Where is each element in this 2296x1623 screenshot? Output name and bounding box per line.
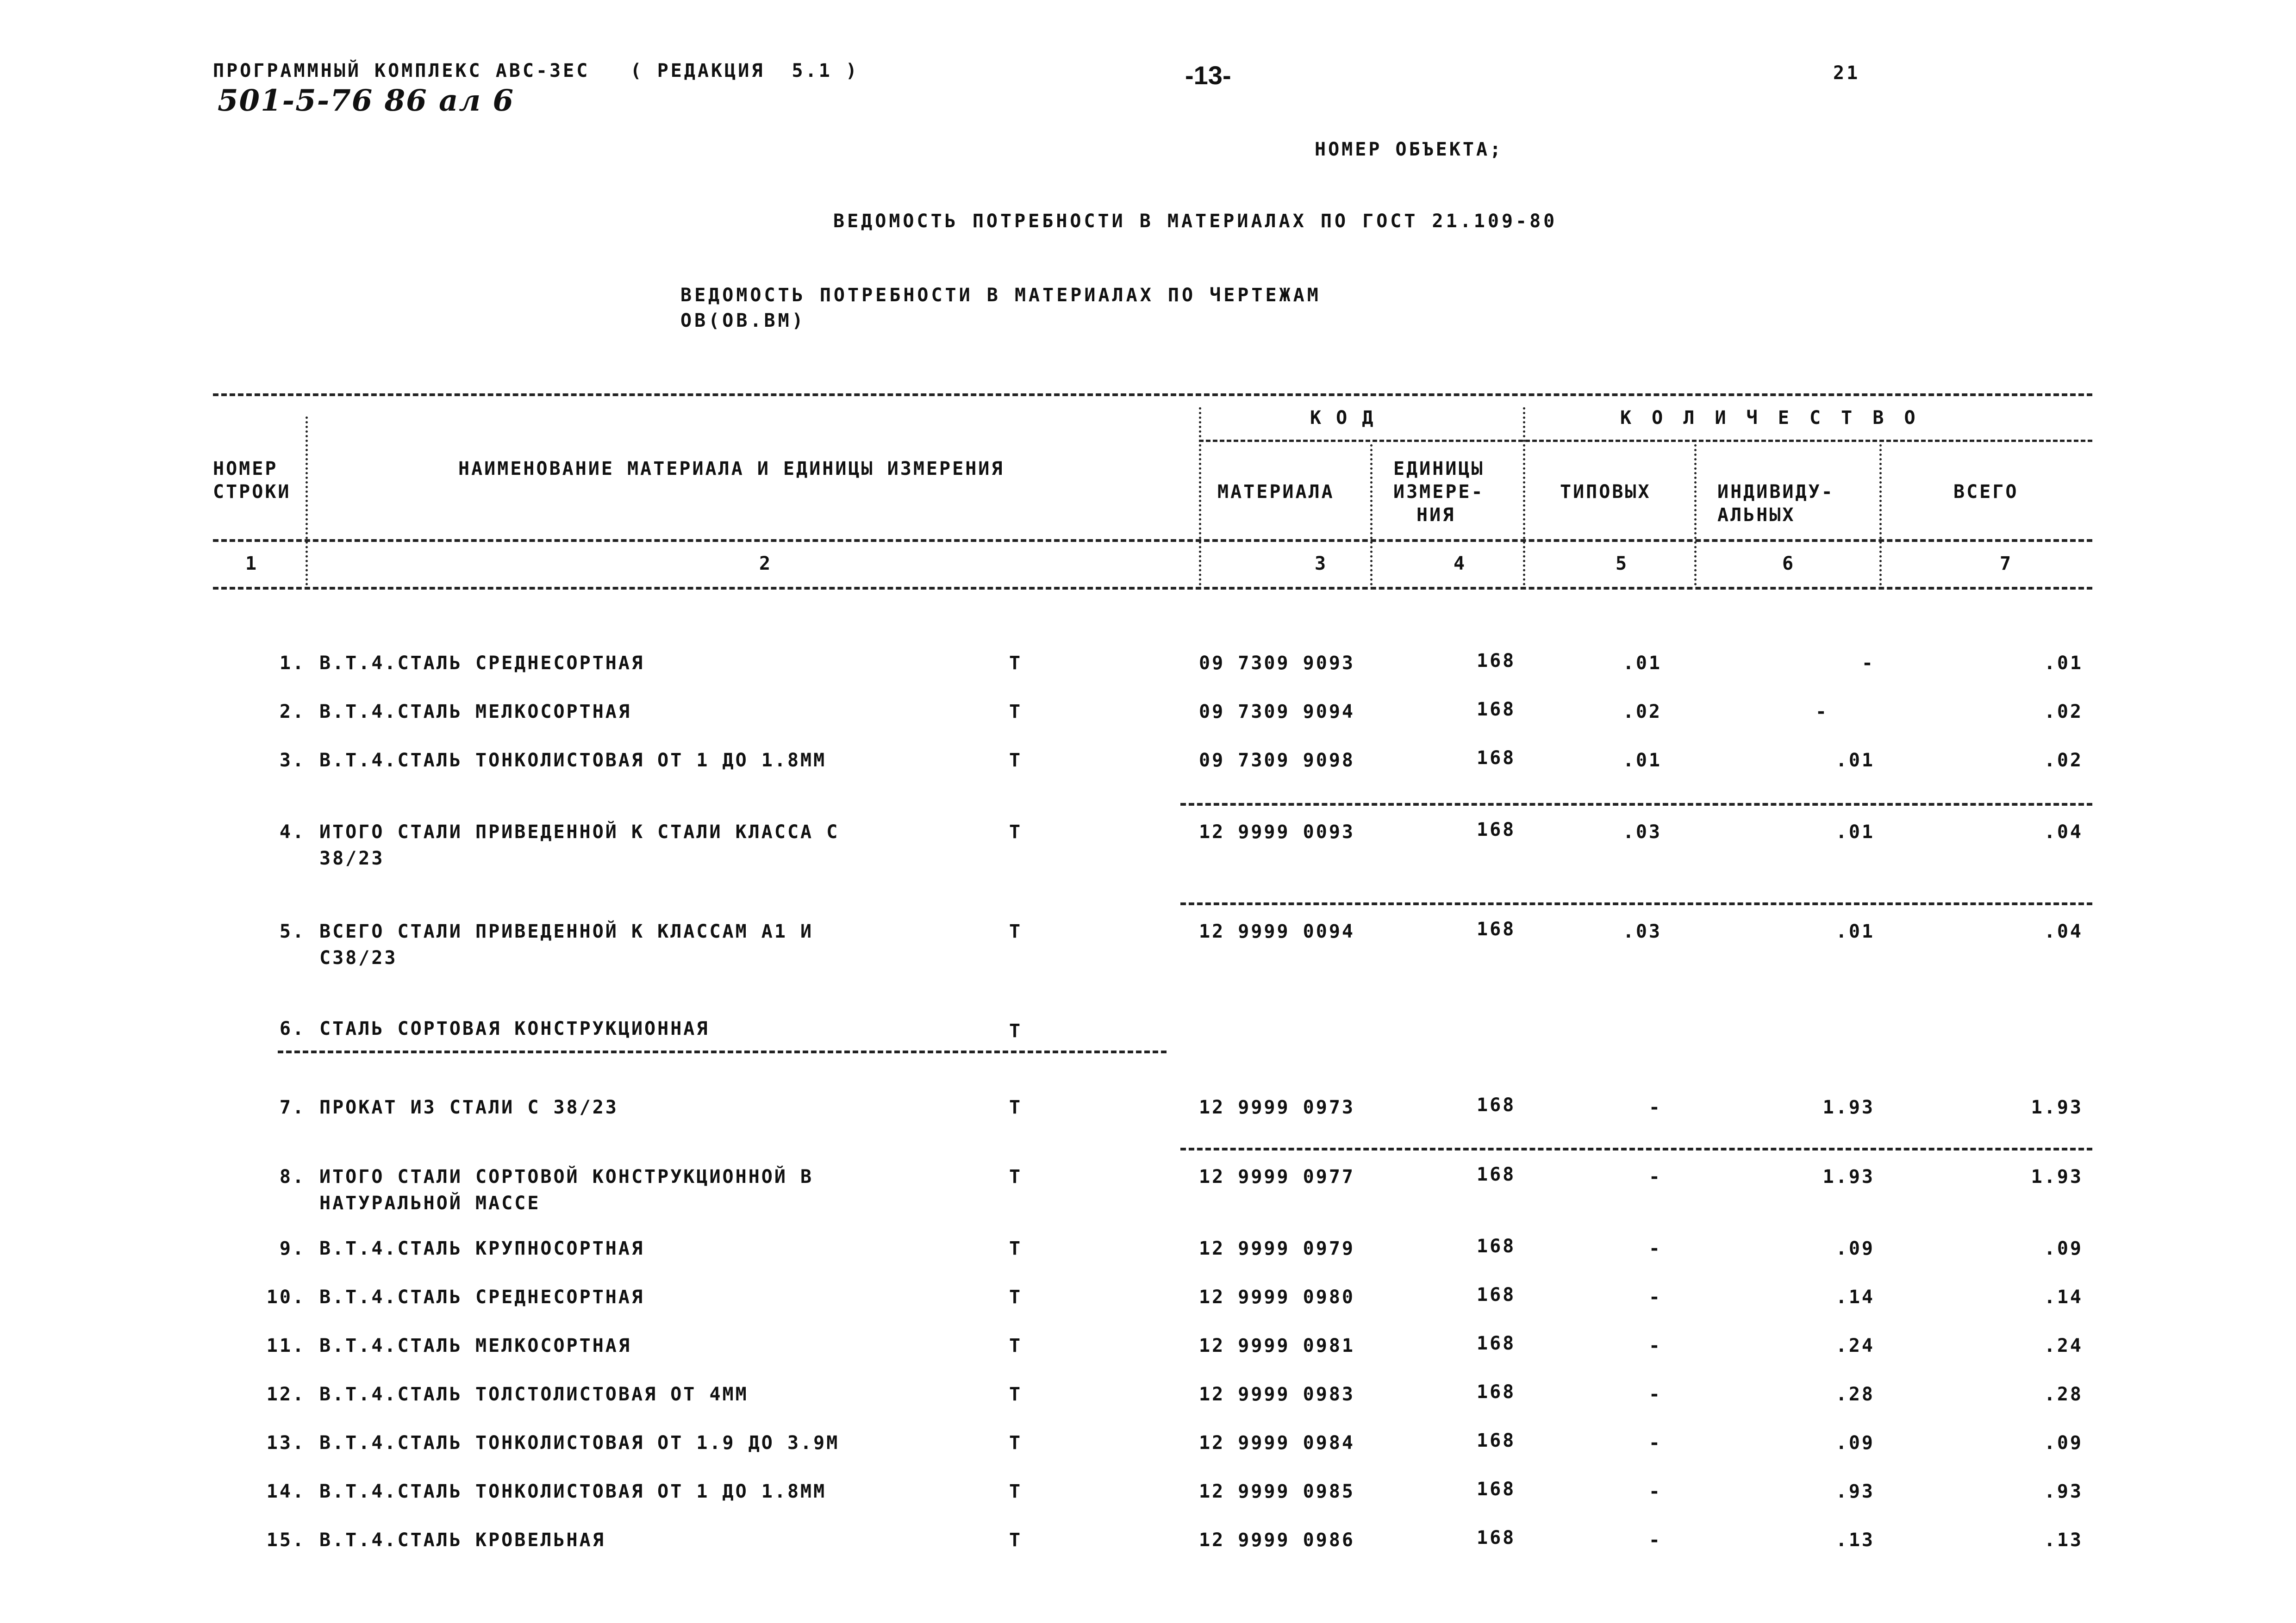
row-typical: .01 bbox=[1622, 653, 1662, 674]
col-number: 7 bbox=[2000, 553, 2013, 574]
handwritten-code: 501-5-76 86 ал 6 bbox=[218, 83, 515, 118]
row-unit: Т bbox=[1009, 1238, 1023, 1259]
row-individual: .09 bbox=[1835, 1432, 1875, 1454]
row-unit: Т bbox=[1009, 750, 1023, 771]
header-material: МАТЕРИАЛА bbox=[1217, 481, 1335, 503]
object-number-label: НОМЕР ОБЪЕКТА; bbox=[1315, 139, 1504, 160]
header-divider bbox=[1879, 444, 1882, 585]
row-number: 12. bbox=[266, 1384, 306, 1405]
row-typical: .03 bbox=[1622, 921, 1662, 942]
row-unit-code: 168 bbox=[1477, 1284, 1516, 1306]
row-typical: - bbox=[1648, 1097, 1662, 1118]
row-total: .02 bbox=[2044, 701, 2083, 722]
row-name-continued: 38/23 bbox=[319, 848, 385, 869]
row-code: 12 9999 0986 bbox=[1199, 1530, 1355, 1551]
row-total: .93 bbox=[2044, 1481, 2083, 1502]
row-name: СТАЛЬ СОРТОВАЯ КОНСТРУКЦИОННАЯ bbox=[319, 1018, 710, 1039]
header-typical: ТИПОВЫХ bbox=[1560, 481, 1651, 503]
row-individual: 1.93 bbox=[1822, 1166, 1875, 1188]
total-separator bbox=[1180, 1148, 2092, 1150]
row-name-continued: НАТУРАЛЬНОЙ МАССЕ bbox=[319, 1193, 541, 1214]
row-unit: Т bbox=[1009, 1097, 1023, 1118]
row-unit-code: 168 bbox=[1477, 1236, 1516, 1257]
header-code-group: К О Д bbox=[1310, 407, 1375, 429]
row-individual: 1.93 bbox=[1822, 1097, 1875, 1118]
header-group-rule bbox=[1199, 440, 2092, 442]
row-typical: - bbox=[1648, 1432, 1662, 1454]
row-total: .14 bbox=[2044, 1287, 2083, 1308]
row-unit-code: 168 bbox=[1477, 747, 1516, 769]
header-top-rule bbox=[213, 393, 2092, 396]
row-individual: .13 bbox=[1835, 1530, 1875, 1551]
row-code: 12 9999 0977 bbox=[1199, 1166, 1355, 1188]
header-divider bbox=[1694, 444, 1697, 585]
header-unit-line2: ИЗМЕРЕ- bbox=[1393, 481, 1485, 503]
row-number: 2. bbox=[279, 701, 306, 722]
row-unit: Т bbox=[1009, 1287, 1023, 1308]
subtitle-line-1: ВЕДОМОСТЬ ПОТРЕБНОСТИ В МАТЕРИАЛАХ ПО ЧЕРТЕЖАМ bbox=[680, 285, 1321, 306]
program-header: ПРОГРАММНЫЙ КОМПЛЕКС АВС-ЗЕС ( РЕДАКЦИЯ 5.1 ) bbox=[213, 60, 859, 81]
row-typical: - bbox=[1648, 1530, 1662, 1551]
col-number: 4 bbox=[1454, 553, 1467, 574]
row-unit: Т bbox=[1009, 701, 1023, 722]
header-divider bbox=[1199, 407, 1201, 585]
row-unit: Т bbox=[1009, 1020, 1023, 1042]
row-name: В.Т.4.СТАЛЬ МЕЛКОСОРТНАЯ bbox=[319, 1335, 631, 1356]
row-number: 10. bbox=[266, 1287, 306, 1308]
row-unit-code: 168 bbox=[1477, 1381, 1516, 1403]
row-number: 14. bbox=[266, 1481, 306, 1502]
page-number: 21 bbox=[1833, 62, 1860, 84]
total-separator bbox=[1180, 803, 2092, 806]
header-total: ВСЕГО bbox=[1953, 481, 2019, 503]
row-name: В.Т.4.СТАЛЬ СРЕДНЕСОРТНАЯ bbox=[319, 653, 645, 674]
row-name: В.Т.4.СТАЛЬ СРЕДНЕСОРТНАЯ bbox=[319, 1287, 645, 1308]
row-total: .09 bbox=[2044, 1432, 2083, 1454]
row-typical: - bbox=[1648, 1238, 1662, 1259]
row-unit-code: 168 bbox=[1477, 1527, 1516, 1548]
row-typical: .03 bbox=[1622, 821, 1662, 843]
row-number: 3. bbox=[279, 750, 306, 771]
header-divider bbox=[306, 417, 308, 585]
header-unit-line1: ЕДИНИЦЫ bbox=[1393, 458, 1485, 479]
header-unit-line3: НИЯ bbox=[1416, 504, 1456, 526]
header-row-no-line1: НОМЕР bbox=[213, 458, 278, 479]
row-typical: - bbox=[1648, 1481, 1662, 1502]
row-individual: .01 bbox=[1835, 921, 1875, 942]
row-name: В.Т.4.СТАЛЬ КРОВЕЛЬНАЯ bbox=[319, 1530, 605, 1551]
row-individual: .14 bbox=[1835, 1287, 1875, 1308]
header-individual-line2: АЛЬНЫХ bbox=[1717, 504, 1796, 526]
row-name: В.Т.4.СТАЛЬ ТОНКОЛИСТОВАЯ ОТ 1 ДО 1.8ММ bbox=[319, 1481, 827, 1502]
section-underline bbox=[278, 1051, 1167, 1053]
header-mid-rule bbox=[213, 539, 2092, 542]
row-individual: .24 bbox=[1835, 1335, 1875, 1356]
col-number: 3 bbox=[1315, 553, 1328, 574]
row-name: В.Т.4.СТАЛЬ ТОЛСТОЛИСТОВАЯ ОТ 4ММ bbox=[319, 1384, 749, 1405]
row-unit-code: 168 bbox=[1477, 1333, 1516, 1354]
col-number: 6 bbox=[1782, 553, 1796, 574]
row-code: 12 9999 0985 bbox=[1199, 1481, 1355, 1502]
row-name: ИТОГО СТАЛИ СОРТОВОЙ КОНСТРУКЦИОННОЙ В bbox=[319, 1166, 814, 1188]
row-total: .02 bbox=[2044, 750, 2083, 771]
header-row-no-line2: СТРОКИ bbox=[213, 481, 291, 503]
col-number: 2 bbox=[759, 553, 773, 574]
row-total: .01 bbox=[2044, 653, 2083, 674]
main-title: ВЕДОМОСТЬ ПОТРЕБНОСТИ В МАТЕРИАЛАХ ПО ГОСТ 21.109-80 bbox=[833, 211, 1558, 232]
row-number: 4. bbox=[279, 821, 306, 843]
row-unit-code: 168 bbox=[1477, 699, 1516, 720]
row-number: 8. bbox=[279, 1166, 306, 1188]
row-name: В.Т.4.СТАЛЬ КРУПНОСОРТНАЯ bbox=[319, 1238, 645, 1259]
row-unit: Т bbox=[1009, 921, 1023, 942]
row-unit: Т bbox=[1009, 653, 1023, 674]
row-typical: - bbox=[1648, 1384, 1662, 1405]
row-number: 9. bbox=[279, 1238, 306, 1259]
subtitle-line-2: ОВ(ОВ.ВМ) bbox=[680, 310, 806, 331]
row-total: .28 bbox=[2044, 1384, 2083, 1405]
row-name: ВСЕГО СТАЛИ ПРИВЕДЕННОЙ К КЛАССАМ А1 И bbox=[319, 921, 814, 942]
row-individual: - bbox=[1815, 701, 1828, 722]
row-individual: .01 bbox=[1835, 750, 1875, 771]
row-number: 11. bbox=[266, 1335, 306, 1356]
row-code: 09 7309 9094 bbox=[1199, 701, 1355, 722]
row-individual: - bbox=[1861, 653, 1875, 674]
row-name: В.Т.4.СТАЛЬ ТОНКОЛИСТОВАЯ ОТ 1.9 ДО 3.9М bbox=[319, 1432, 840, 1454]
row-code: 09 7309 9098 bbox=[1199, 750, 1355, 771]
row-total: .04 bbox=[2044, 921, 2083, 942]
row-total: 1.93 bbox=[2031, 1097, 2083, 1118]
row-name: В.Т.4.СТАЛЬ ТОНКОЛИСТОВАЯ ОТ 1 ДО 1.8ММ bbox=[319, 750, 827, 771]
row-typical: - bbox=[1648, 1335, 1662, 1356]
row-name: ИТОГО СТАЛИ ПРИВЕДЕННОЙ К СТАЛИ КЛАССА С bbox=[319, 821, 840, 843]
row-unit-code: 168 bbox=[1477, 650, 1516, 672]
row-name-continued: С38/23 bbox=[319, 947, 398, 969]
row-unit: Т bbox=[1009, 821, 1023, 843]
row-code: 12 9999 0093 bbox=[1199, 821, 1355, 843]
row-unit: Т bbox=[1009, 1335, 1023, 1356]
row-name: В.Т.4.СТАЛЬ МЕЛКОСОРТНАЯ bbox=[319, 701, 631, 722]
row-unit: Т bbox=[1009, 1481, 1023, 1502]
row-individual: .93 bbox=[1835, 1481, 1875, 1502]
row-individual: .09 bbox=[1835, 1238, 1875, 1259]
row-number: 15. bbox=[266, 1530, 306, 1551]
row-total: .24 bbox=[2044, 1335, 2083, 1356]
row-unit-code: 168 bbox=[1477, 1479, 1516, 1500]
row-number: 5. bbox=[279, 921, 306, 942]
row-code: 12 9999 0984 bbox=[1199, 1432, 1355, 1454]
row-unit: Т bbox=[1009, 1384, 1023, 1405]
header-divider bbox=[1523, 407, 1525, 585]
row-unit: Т bbox=[1009, 1166, 1023, 1188]
row-typical: - bbox=[1648, 1166, 1662, 1188]
row-number: 13. bbox=[266, 1432, 306, 1454]
row-code: 12 9999 0980 bbox=[1199, 1287, 1355, 1308]
row-number: 7. bbox=[279, 1097, 306, 1118]
row-code: 12 9999 0094 bbox=[1199, 921, 1355, 942]
row-typical: - bbox=[1648, 1287, 1662, 1308]
header-quantity-group: К О Л И Ч Е С Т В О bbox=[1620, 407, 1920, 429]
row-unit-code: 168 bbox=[1477, 919, 1516, 940]
header-divider bbox=[1370, 444, 1373, 585]
header-individual-line1: ИНДИВИДУ- bbox=[1717, 481, 1834, 503]
row-name: ПРОКАТ ИЗ СТАЛИ С 38/23 bbox=[319, 1097, 618, 1118]
row-code: 12 9999 0981 bbox=[1199, 1335, 1355, 1356]
row-individual: .28 bbox=[1835, 1384, 1875, 1405]
row-number: 6. bbox=[279, 1018, 306, 1039]
page-label: -13- bbox=[1185, 61, 1231, 90]
header-name: НАИМЕНОВАНИЕ МАТЕРИАЛА И ЕДИНИЦЫ ИЗМЕРЕНИЯ bbox=[458, 458, 1004, 479]
row-typical: .02 bbox=[1622, 701, 1662, 722]
row-individual: .01 bbox=[1835, 821, 1875, 843]
row-code: 09 7309 9093 bbox=[1199, 653, 1355, 674]
row-unit: Т bbox=[1009, 1432, 1023, 1454]
row-total: .04 bbox=[2044, 821, 2083, 843]
header-bottom-rule bbox=[213, 587, 2092, 590]
row-number: 1. bbox=[279, 653, 306, 674]
col-number: 5 bbox=[1616, 553, 1629, 574]
row-code: 12 9999 0983 bbox=[1199, 1384, 1355, 1405]
row-unit: Т bbox=[1009, 1530, 1023, 1551]
row-total: .13 bbox=[2044, 1530, 2083, 1551]
row-total: .09 bbox=[2044, 1238, 2083, 1259]
row-typical: .01 bbox=[1622, 750, 1662, 771]
row-unit-code: 168 bbox=[1477, 1164, 1516, 1185]
total-separator bbox=[1180, 902, 2092, 905]
row-code: 12 9999 0979 bbox=[1199, 1238, 1355, 1259]
row-unit-code: 168 bbox=[1477, 1094, 1516, 1116]
row-total: 1.93 bbox=[2031, 1166, 2083, 1188]
row-unit-code: 168 bbox=[1477, 1430, 1516, 1451]
row-code: 12 9999 0973 bbox=[1199, 1097, 1355, 1118]
row-unit-code: 168 bbox=[1477, 819, 1516, 840]
col-number: 1 bbox=[245, 553, 259, 574]
